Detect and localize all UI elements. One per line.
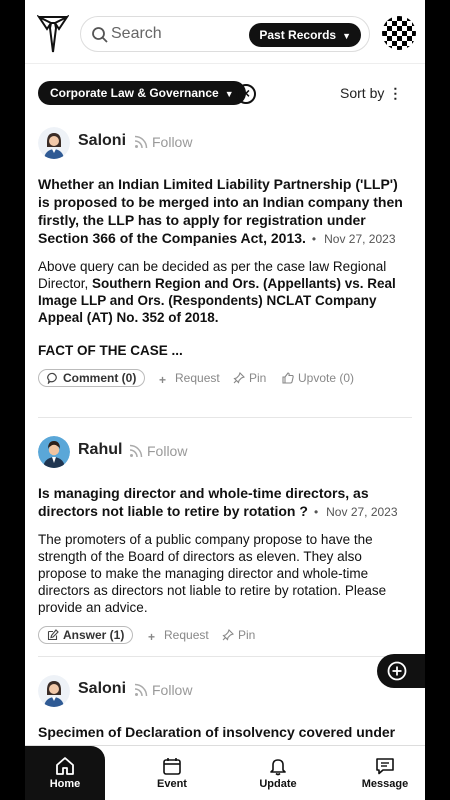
logo-icon[interactable] [37,14,69,54]
pin-label: Pin [238,628,256,642]
request-button[interactable] [148,628,209,642]
follow-button[interactable] [134,682,192,698]
nav-event-label: Event [157,778,187,790]
post-body[interactable]: The promoters of a public company propose to have the strength of the Board of directors as eleven. They also propose to make the managing director and whole-time directors as directors not liable to retire by rotation. Please provide an advice. [38,532,387,615]
add-user-icon: + [148,630,156,644]
caret-down-icon: ▼ [224,89,234,99]
post-card [38,673,412,741]
past-records-dropdown[interactable] [249,23,361,47]
category-filter-label: Corporate Law & Governance [50,86,219,100]
feed-icon [134,683,148,697]
sort-by-label: Sort by [340,85,385,101]
pin-button[interactable] [222,628,255,642]
post-card [38,125,412,391]
edit-icon [47,629,59,641]
pin-icon [233,372,245,384]
clear-filter-icon[interactable]: × [236,84,256,104]
calendar-icon [162,756,182,776]
add-user-icon: + [159,373,167,387]
plus-circle-icon [387,661,407,681]
post-actions [38,369,412,391]
post-body-text: Above query can be decided as per the case law Regional Director, [38,259,387,291]
avatar-female[interactable] [38,675,70,707]
comment-label: Comment (0) [63,371,137,385]
comment-icon [47,372,59,384]
author-name[interactable]: Saloni [78,132,127,149]
thumbs-up-icon [282,372,294,384]
answer-label: Answer (1) [63,628,125,642]
past-records-label: Past Records [259,28,337,42]
avatar-female[interactable] [38,127,70,159]
post-title[interactable] [38,484,412,521]
app-screen [25,0,425,800]
search-icon [91,26,109,44]
pin-icon [222,629,234,641]
nav-event[interactable] [132,746,212,800]
message-icon [375,756,395,776]
profile-avatar[interactable] [382,16,416,50]
nav-message[interactable] [345,746,425,800]
upvote-label: Upvote (0) [298,371,355,385]
avatar-male[interactable] [38,436,70,468]
post-title-text: Is managing director and whole-time directors, as directors not liable to retire by rotation ? [38,485,369,519]
pin-button[interactable] [233,371,266,385]
post-body-case: Southern Region and Ors. (Appellants) vs. Real Image LLP and Ors. (Respondents) NCLAT Company Appeal (AT) No. 352 of 2018. [38,276,396,325]
follow-label: Follow [152,682,193,698]
filter-row [25,76,425,112]
post-divider [38,417,412,418]
post-actions [38,626,412,648]
add-post-button[interactable] [377,654,425,688]
sort-by-button[interactable] [340,85,402,102]
post-card [38,434,412,648]
nav-update-label: Update [259,778,297,790]
follow-label: Follow [147,443,188,459]
more-vertical-icon: ⋮ [388,85,403,101]
search-bar[interactable] [80,16,370,52]
post-date: • Nov 27, 2023 [312,232,396,246]
feed-icon [134,135,148,149]
top-header [25,0,425,64]
post-title[interactable]: Specimen of Declaration of insolvency covered under [38,724,396,740]
author-name[interactable]: Rahul [78,441,123,458]
upvote-button[interactable] [282,371,354,385]
post-body[interactable] [38,258,412,359]
post-title-text: Whether an Indian Limited Liability Partnership ('LLP') is proposed to be merged into an Indian company then firstly, the LLP has to apply for registration under Section 366 of the Companies Act, 2013. [38,176,403,246]
feed-icon [129,444,143,458]
post-author [38,673,412,711]
caret-down-icon: ▼ [342,31,351,41]
post-author [38,125,412,163]
nav-update[interactable] [238,746,318,800]
home-icon [55,756,75,776]
pin-label: Pin [249,371,267,385]
answer-button[interactable] [38,626,133,644]
bottom-nav [25,745,425,800]
post-date: • Nov 27, 2023 [314,505,398,519]
post-author [38,434,412,472]
request-label: Request [164,628,209,642]
category-filter-dropdown[interactable] [38,81,246,105]
request-button[interactable] [159,371,220,385]
post-divider [38,656,412,657]
bell-icon [268,756,288,776]
nav-home[interactable] [25,746,105,800]
comment-button[interactable] [38,369,145,387]
nav-home-label: Home [49,778,81,790]
post-title[interactable] [38,175,412,248]
request-label: Request [175,371,220,385]
search-placeholder: Search [111,25,162,42]
follow-button[interactable] [134,134,192,150]
post-body-fact: FACT OF THE CASE ... [38,343,183,358]
nav-message-label: Message [361,778,409,790]
follow-button[interactable] [129,443,187,459]
author-name[interactable]: Saloni [78,680,127,697]
follow-label: Follow [152,134,193,150]
